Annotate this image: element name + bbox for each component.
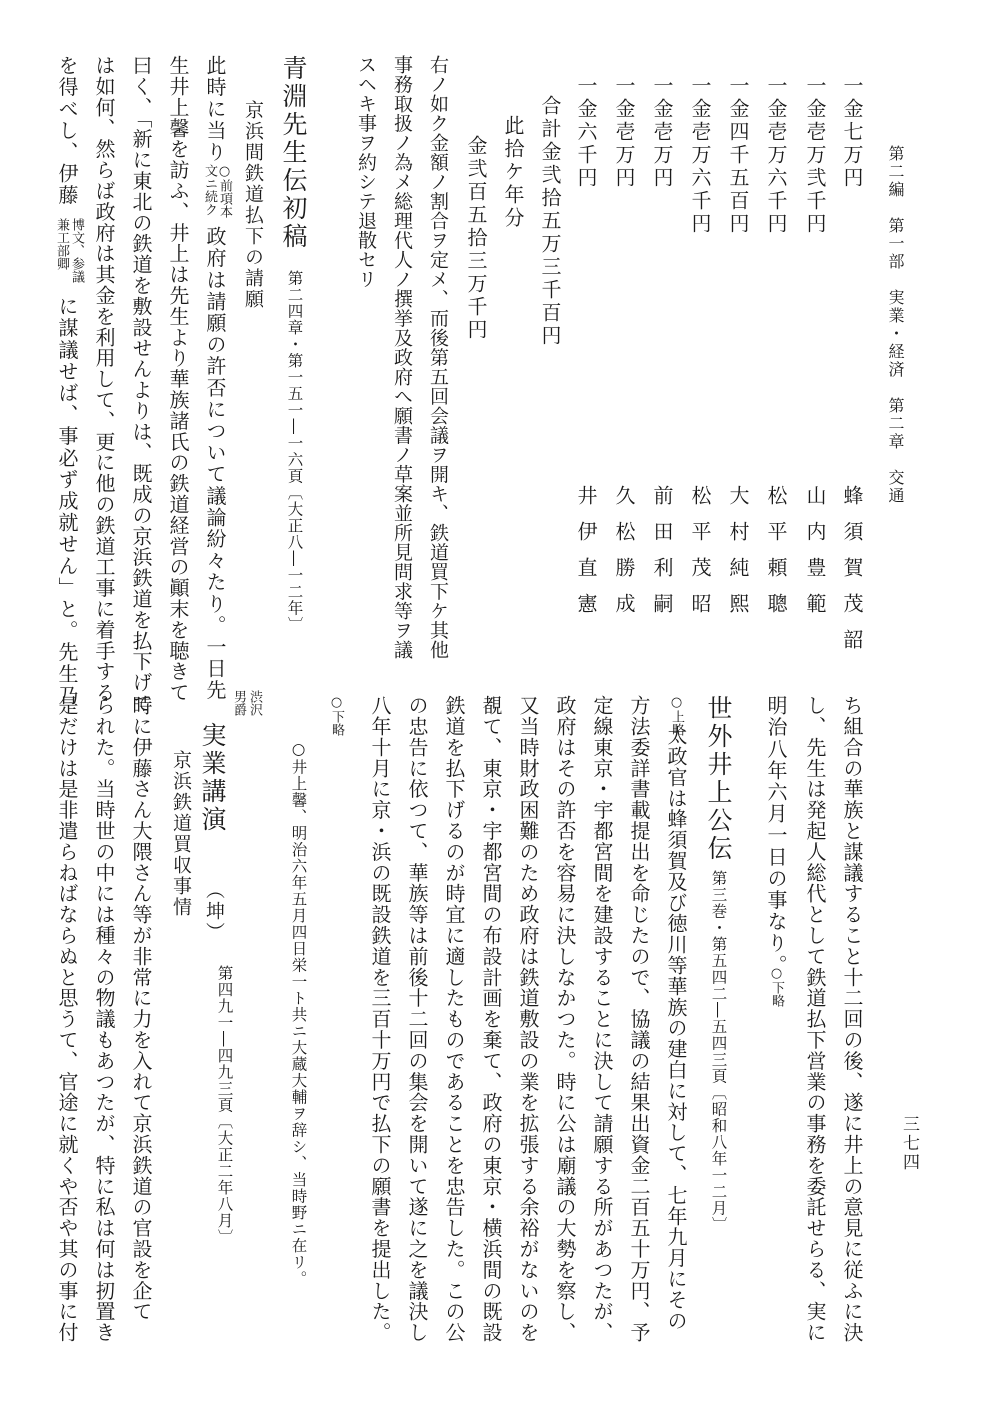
amount-6: 一金壱万円 xyxy=(650,75,674,190)
text-line: 明治八年六月一日の事なり。 xyxy=(764,695,788,976)
section-heading: 京浜間鉄道払下の請願 xyxy=(242,100,264,310)
source-citation: 第二四章・第一五一―一六頁〔大正八―一二年〕 xyxy=(285,270,304,633)
running-head: 第二編 第一部 実業・経済 第二章 交通 xyxy=(886,145,905,505)
amount-8: 一金六千円 xyxy=(574,75,598,190)
text-line: の忠告に依つて、華族等は前後十二回の集会を開いて遂に之を議決し xyxy=(405,695,429,1343)
omission-mark: ○下略 xyxy=(769,966,784,1007)
text-line: は如何、然らば政府は其金を利用して、更に他の鉄道工事に着手する xyxy=(92,55,116,703)
text-line-part: を得べし、伊藤 xyxy=(55,55,79,207)
amount-1: 一金七万円 xyxy=(840,75,864,190)
amount-4: 一金四千五百円 xyxy=(726,75,750,236)
inline-note: 兼工部卿 xyxy=(54,218,69,270)
text-line: ち組合の華族と謀議すること十二回の後、遂に井上の意見に従ふに決 xyxy=(840,695,864,1343)
text-line: 政府はその許否を容易に決しなかつた。時に公は廟議の大勢を察し、 xyxy=(553,695,577,1343)
text-line: 方法委詳書載提出を命じたので、協議の結果出資金二百五十万円、予 xyxy=(627,695,651,1343)
text-line: 曰く、「新に東北の鉄道を敷設せんよりは、既成の京浜鉄道を払下げて xyxy=(129,55,153,714)
inline-note: 文ニ続ク xyxy=(202,164,217,216)
text-line: 是だけは是非遣らねばならぬと思うて、官途に就くや否や其の事に付 xyxy=(55,695,79,1343)
source-citation: 第三巻・第五四二―五四三頁〔昭和八年一二月〕 xyxy=(709,870,728,1233)
name-8: 井伊直憲 xyxy=(574,485,598,629)
ten-years-line: 此拾ケ年分 xyxy=(501,115,525,230)
name-1: 蜂須賀茂韶 xyxy=(840,485,864,665)
source-title: 実業講演 xyxy=(198,722,227,834)
text-line-part: 此時に当り xyxy=(203,55,227,163)
amount-5: 一金壱万六千円 xyxy=(688,75,712,236)
omission-mark: ○上略 xyxy=(669,695,684,736)
grand-total-line: 金弐百五拾三万千円 xyxy=(464,135,488,342)
amount-3: 一金壱万六千円 xyxy=(764,75,788,236)
name-4: 大村純熙 xyxy=(726,485,750,629)
text-line: 太政官は蜂須賀及び徳川等華族の建白に対して、七年九月にその xyxy=(664,725,688,1332)
text-line: られた。当時世の中には種々の物議もあつたが、特に私は何は扨置き xyxy=(92,695,116,1343)
text-line: 右ノ如ク金額ノ割合ヲ定メ、而後第五回会議ヲ開キ、鉄道買下ケ其他 xyxy=(427,55,449,660)
text-line: 定線東京・宇都宮間を建設することに決して請願する所があつたが、 xyxy=(590,695,614,1343)
name-7: 久松勝成 xyxy=(612,485,636,629)
page-number: 三七四 xyxy=(899,1115,919,1172)
ruby-note: 渋沢 xyxy=(247,690,262,716)
text-line: 事務取扱ノ為メ総理代人ノ撰挙及政府へ願書ノ草案並所見問求等ヲ議 xyxy=(391,55,413,660)
inline-note: ○前項本 xyxy=(217,164,232,218)
name-3: 松平頼聰 xyxy=(764,485,788,629)
text-line-part: 政府は請願の許否について議論紛々たり。一日先 xyxy=(203,226,227,702)
name-5: 松平茂昭 xyxy=(688,485,712,629)
name-6: 前田利嗣 xyxy=(650,485,674,629)
text-line: 鉄道を払下げるのが時宜に適したものであることを忠告した。この公 xyxy=(442,695,466,1343)
total-line: 合計金弐拾五万三千百円 xyxy=(538,95,562,348)
text-line: 時に伊藤さん大隈さん等が非常に力を入れて京浜鉄道の官設を企て xyxy=(129,695,153,1322)
text-line: 八年十月に京・浜の既設鉄道を三百十万円で払下の願書を提出した。 xyxy=(368,695,392,1343)
text-line-part: に謀議せば、事必ず成就せん」と。先生乃 xyxy=(55,296,79,707)
text-line: スヘキ事ヲ約シテ退散セリ xyxy=(355,55,377,289)
source-title: 青淵先生伝初稿 xyxy=(279,55,308,251)
ruby-note: 男爵 xyxy=(231,690,246,716)
text-line: 生井上馨を訪ふ、井上は先生より華族諸氏の鉄道経営の顚末を聴きて xyxy=(166,55,190,703)
omission-mark: ○下略 xyxy=(329,695,344,736)
text-line: 又当時財政困難のため政府は鉄道敷設の業を拡張する余裕がないのを xyxy=(516,695,540,1343)
footnote: ○井上馨、明治六年五月四日栄一ト共ニ大蔵大輔ヲ辞シ、当時野ニ在リ。 xyxy=(289,740,308,1287)
source-title: 世外井上公伝 xyxy=(704,695,733,863)
amount-2: 一金壱万弐千円 xyxy=(803,75,827,236)
section-heading: 京浜鉄道買収事情 xyxy=(170,750,192,918)
name-2: 山内豊範 xyxy=(803,485,827,629)
text-line: 覩て、東京・宇都宮間の布設計画を棄て、政府の東京・横浜間の既設 xyxy=(479,695,503,1343)
source-citation: 第四九一―四九三頁〔大正二年八月〕 xyxy=(215,965,234,1246)
inline-note: 博文、参議 xyxy=(69,218,84,283)
volume-label: （坤） xyxy=(203,880,225,943)
amount-7: 一金壱万円 xyxy=(612,75,636,190)
text-line: し、先生は発起人総代として鉄道払下営業の事務を委託せらる、実に xyxy=(803,695,827,1343)
